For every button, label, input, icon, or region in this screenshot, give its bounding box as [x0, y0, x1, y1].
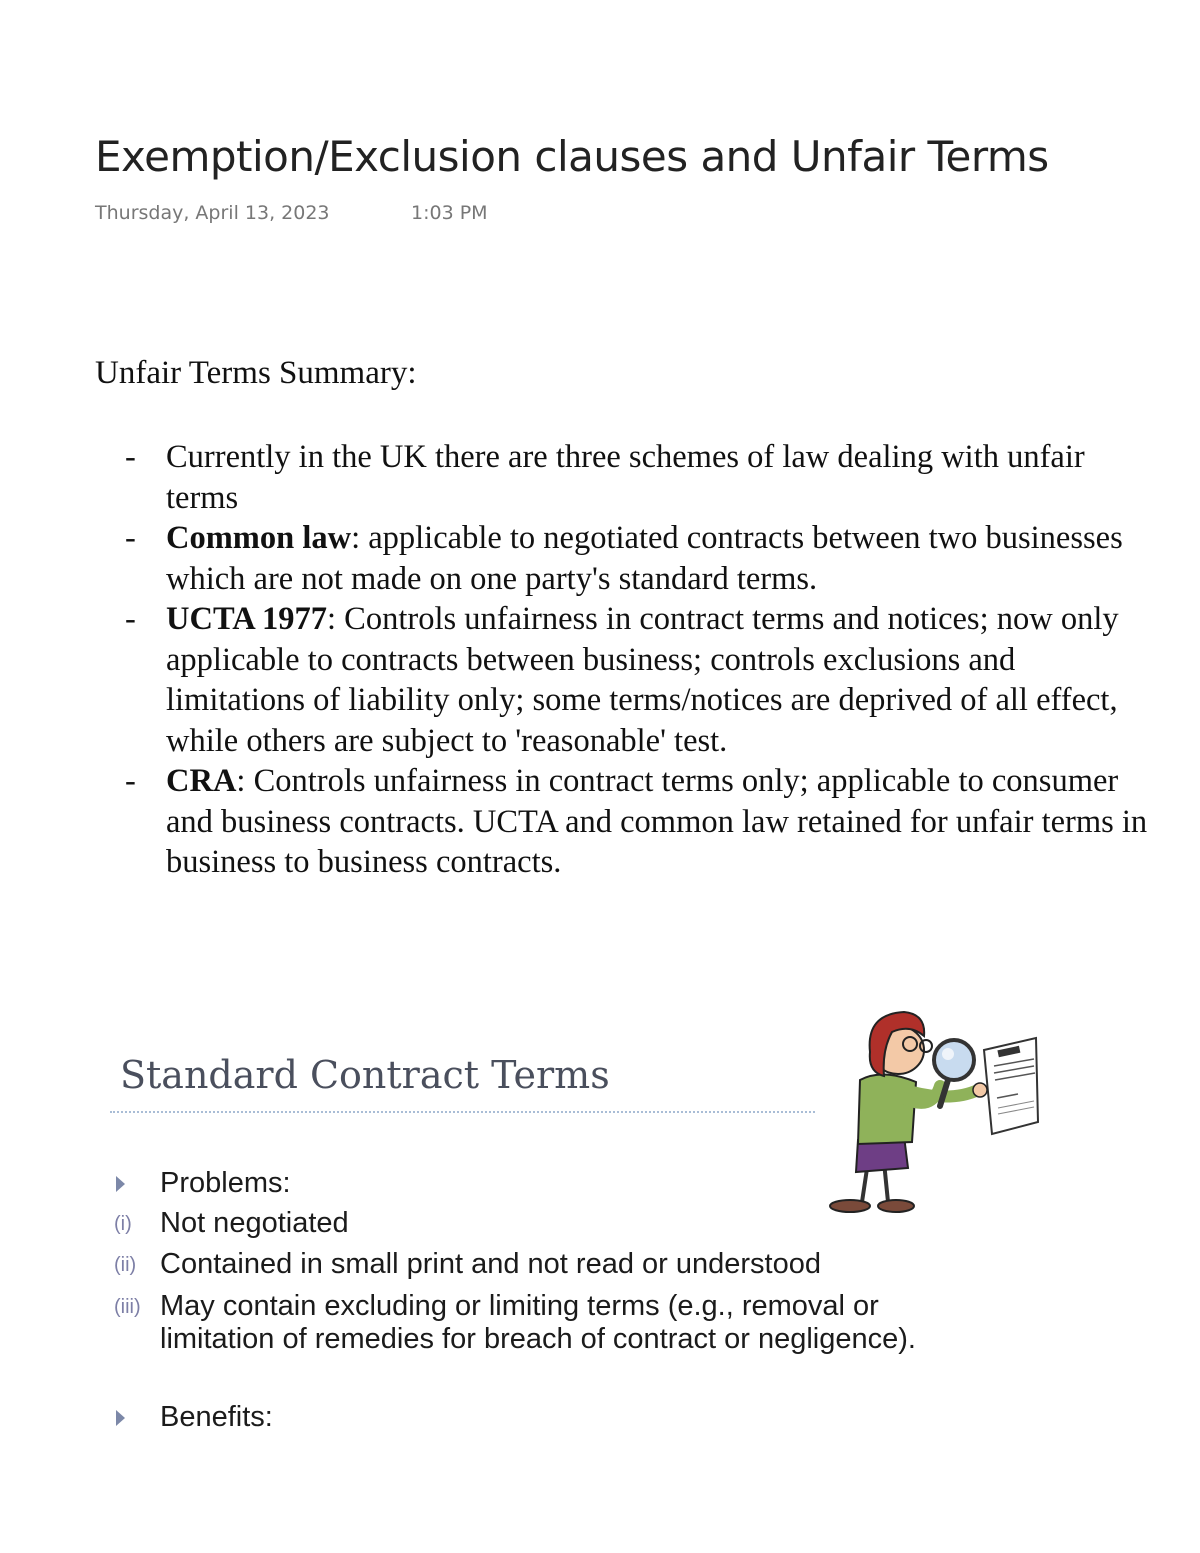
summary-item-lead: UCTA 1977	[166, 601, 328, 637]
slide-item-marker: (iii)	[114, 1296, 141, 1318]
slide-problem-item-continued: limitation of remedies for breach of contract or negligence).	[160, 1323, 916, 1355]
summary-item-lead: CRA	[166, 763, 237, 799]
dash-bullet: -	[125, 520, 136, 556]
woman-magnifying-glass-icon	[812, 1002, 1042, 1217]
slide-title-divider	[110, 1111, 815, 1113]
summary-heading: Unfair Terms Summary:	[95, 355, 417, 391]
dash-bullet: -	[125, 439, 136, 475]
embedded-slide-image	[100, 1000, 1060, 1460]
slide-title: Standard Contract Terms	[120, 1053, 610, 1097]
summary-item	[122, 599, 1152, 761]
page-title: Exemption/Exclusion clauses and Unfair Terms	[95, 132, 1049, 181]
slide-problem-item: Contained in small print and not read or understood	[160, 1248, 821, 1280]
triangle-bullet-icon	[116, 1176, 125, 1192]
summary-item-text: : Controls unfairness in contract terms and notices; now only applicable to contracts between business; controls exclusions and limitations of liability only; some terms/notices are deprived of all effect, while others are subject to 'reasonable' test.	[166, 601, 1119, 759]
slide-problem-item: Not negotiated	[160, 1207, 349, 1239]
dash-bullet: -	[125, 601, 136, 637]
summary-item	[122, 518, 1152, 599]
summary-item-text: Currently in the UK there are three schemes of law dealing with unfair terms	[166, 439, 1085, 516]
dash-bullet: -	[125, 763, 136, 799]
summary-item-text: : applicable to negotiated contracts between two businesses which are not made on one party's standard terms.	[166, 520, 1123, 597]
slide-benefits-label: Benefits:	[160, 1401, 273, 1433]
summary-item	[122, 437, 1152, 518]
slide-problem-item: May contain excluding or limiting terms (e.g., removal or	[160, 1290, 879, 1322]
summary-item-text: : Controls unfairness in contract terms only; applicable to consumer and business contracts. UCTA and common law retained for unfair terms in business to business contracts.	[166, 763, 1148, 880]
slide-item-marker: (i)	[114, 1213, 132, 1235]
summary-list	[122, 437, 1152, 883]
triangle-bullet-icon	[116, 1410, 125, 1426]
slide-item-marker: (ii)	[114, 1254, 137, 1276]
slide-problems-label: Problems:	[160, 1167, 291, 1199]
page-time: 1:03 PM	[411, 202, 488, 224]
document-icon	[984, 1038, 1038, 1134]
summary-item	[122, 761, 1152, 883]
page-date: Thursday, April 13, 2023	[95, 202, 330, 224]
summary-item-lead: Common law	[166, 520, 352, 556]
